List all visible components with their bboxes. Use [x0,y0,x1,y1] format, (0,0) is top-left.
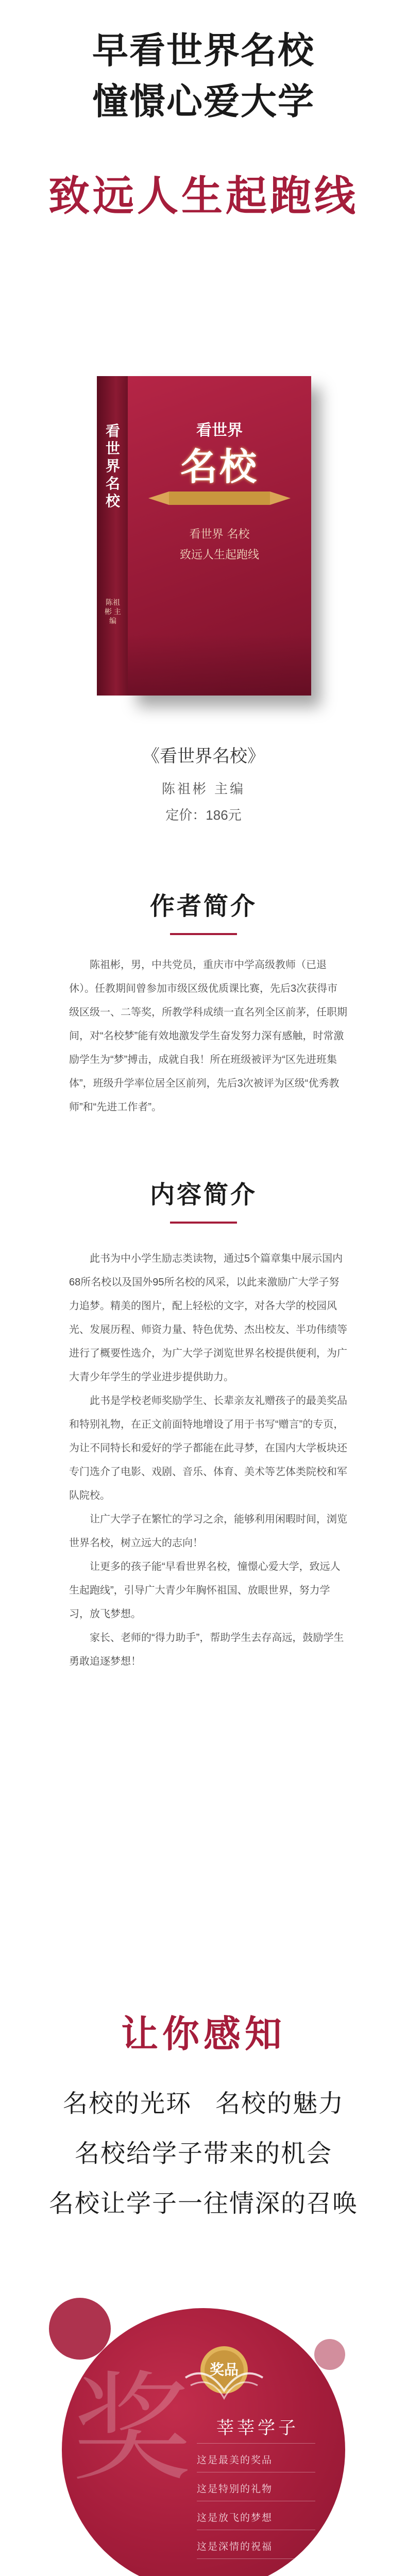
author-section-header [0,886,407,935]
content-paragraph: 让广大学子在繁忙的学习之余，能够利用闲暇时间，浏览世界名校，树立远大的志向！ [69,1514,347,1549]
slogan: 致远人生起跑线 [48,173,359,219]
book-editor: 陈祖彬 主编 [161,782,246,797]
cover-shade [128,634,311,696]
book-spine [97,376,129,696]
cover-sub-1: 看世界 名校 [189,528,250,541]
book-caption [0,742,407,824]
feel-line: 名校的光环 名校的魅力 [62,2090,344,2117]
content-paragraph: 此书是学校老师奖励学生、长辈亲友礼赠孩子的最美奖品和特别礼物，在正文前面特地增设了用于书写“赠言”的专页，为让不同特长和爱好的学子都能在此寻梦，在国内大学板块还专门选介了电影、戏剧、音乐、体育、美术等艺体类院校和军队院校。 [69,1395,347,1501]
feel-section [0,2004,407,2219]
content-text-box [69,1247,347,1673]
feel-heading: 让你感知 [121,2014,286,2055]
book-front [128,376,311,696]
feel-line: 名校让学子一往情深的召唤 [48,2190,358,2217]
headline-2: 憧憬心爱大学 [92,81,315,122]
content-heading: 内容简介 [149,1181,257,1209]
cover-sub-2: 致远人生起跑线 [179,549,259,562]
award-line: 这是深情的祝福 [197,2541,273,2552]
author-text-box [69,953,347,1119]
book-price: 定价：186元 [165,807,242,823]
author-heading: 作者简介 [149,893,257,920]
divider [197,2558,315,2559]
heading-underline [170,1222,237,1224]
book-name: 《看世界名校》 [142,747,265,766]
author-paragraph: 陈祖彬，男，中共党员，重庆市中学高级教师（已退休）。任教期间曾参加市级区级优质课比赛，先后3次获得市级区级一、二等奖，所教学科成绩一直名列全区前茅，任职期间，对“名校梦”能有效地激发学生奋发努力深有感触，时常激励学生为“梦”搏击，成就自我！所在班级被评为“区先进班集体”，班级升学率位居全区前列，先后3次被评为区级“优秀教师”和“先进工作者”。 [69,959,347,1113]
award-watermark-char: 奖 [72,2360,191,2498]
headline-1: 早看世界名校 [92,30,315,71]
cover-title-big: 名校 [180,445,259,488]
header [0,31,407,222]
spine-title: 看世界名校 [105,422,120,510]
award-line: 这是特别的礼物 [197,2483,273,2495]
cover-title-small: 看世界 [196,421,243,439]
divider [197,2443,315,2444]
decor-bubble [49,2298,111,2360]
award-heading: 莘莘学子 [216,2418,299,2438]
content-paragraph: 让更多的孩子能“早看世界名校，憧憬心爱大学，致远人生起跑线”，引导广大青少年胸怀祖国、放眼世界，努力学习，放飞梦想。 [69,1561,341,1620]
award-badge-text: 奖品 [209,2361,239,2378]
content-paragraph: 此书为中小学生励志类读物，通过5个篇章集中展示国内68所名校以及国外95所名校的风采，以此来激励广大学子努力追梦。精美的图片，配上轻松的文字，对各大学的校园风光、发展历程、师资力量、特色优势、杰出校友、半功伟绩等进行了概要性选介，为广大学子浏览世界名校提供便利，为广大青少年学生的学业进步提供助力。 [69,1253,347,1383]
content-section-header [0,1175,407,1224]
spine-editor: 陈祖彬 主编 [105,598,121,625]
decor-bubble [314,2339,345,2370]
content-paragraph: 家长、老师的“得力助手”，帮助学生去存高远，鼓励学生勇敢追逐梦想！ [69,1632,344,1667]
feel-line: 名校给学子带来的机会 [74,2140,332,2167]
ribbon-icon [148,489,291,507]
award-circle [62,2308,345,2576]
book-cover-image [77,355,335,711]
heading-underline [170,933,237,935]
award-line: 这是最美的奖品 [197,2454,273,2466]
award-line: 这是放飞的梦想 [197,2512,273,2523]
